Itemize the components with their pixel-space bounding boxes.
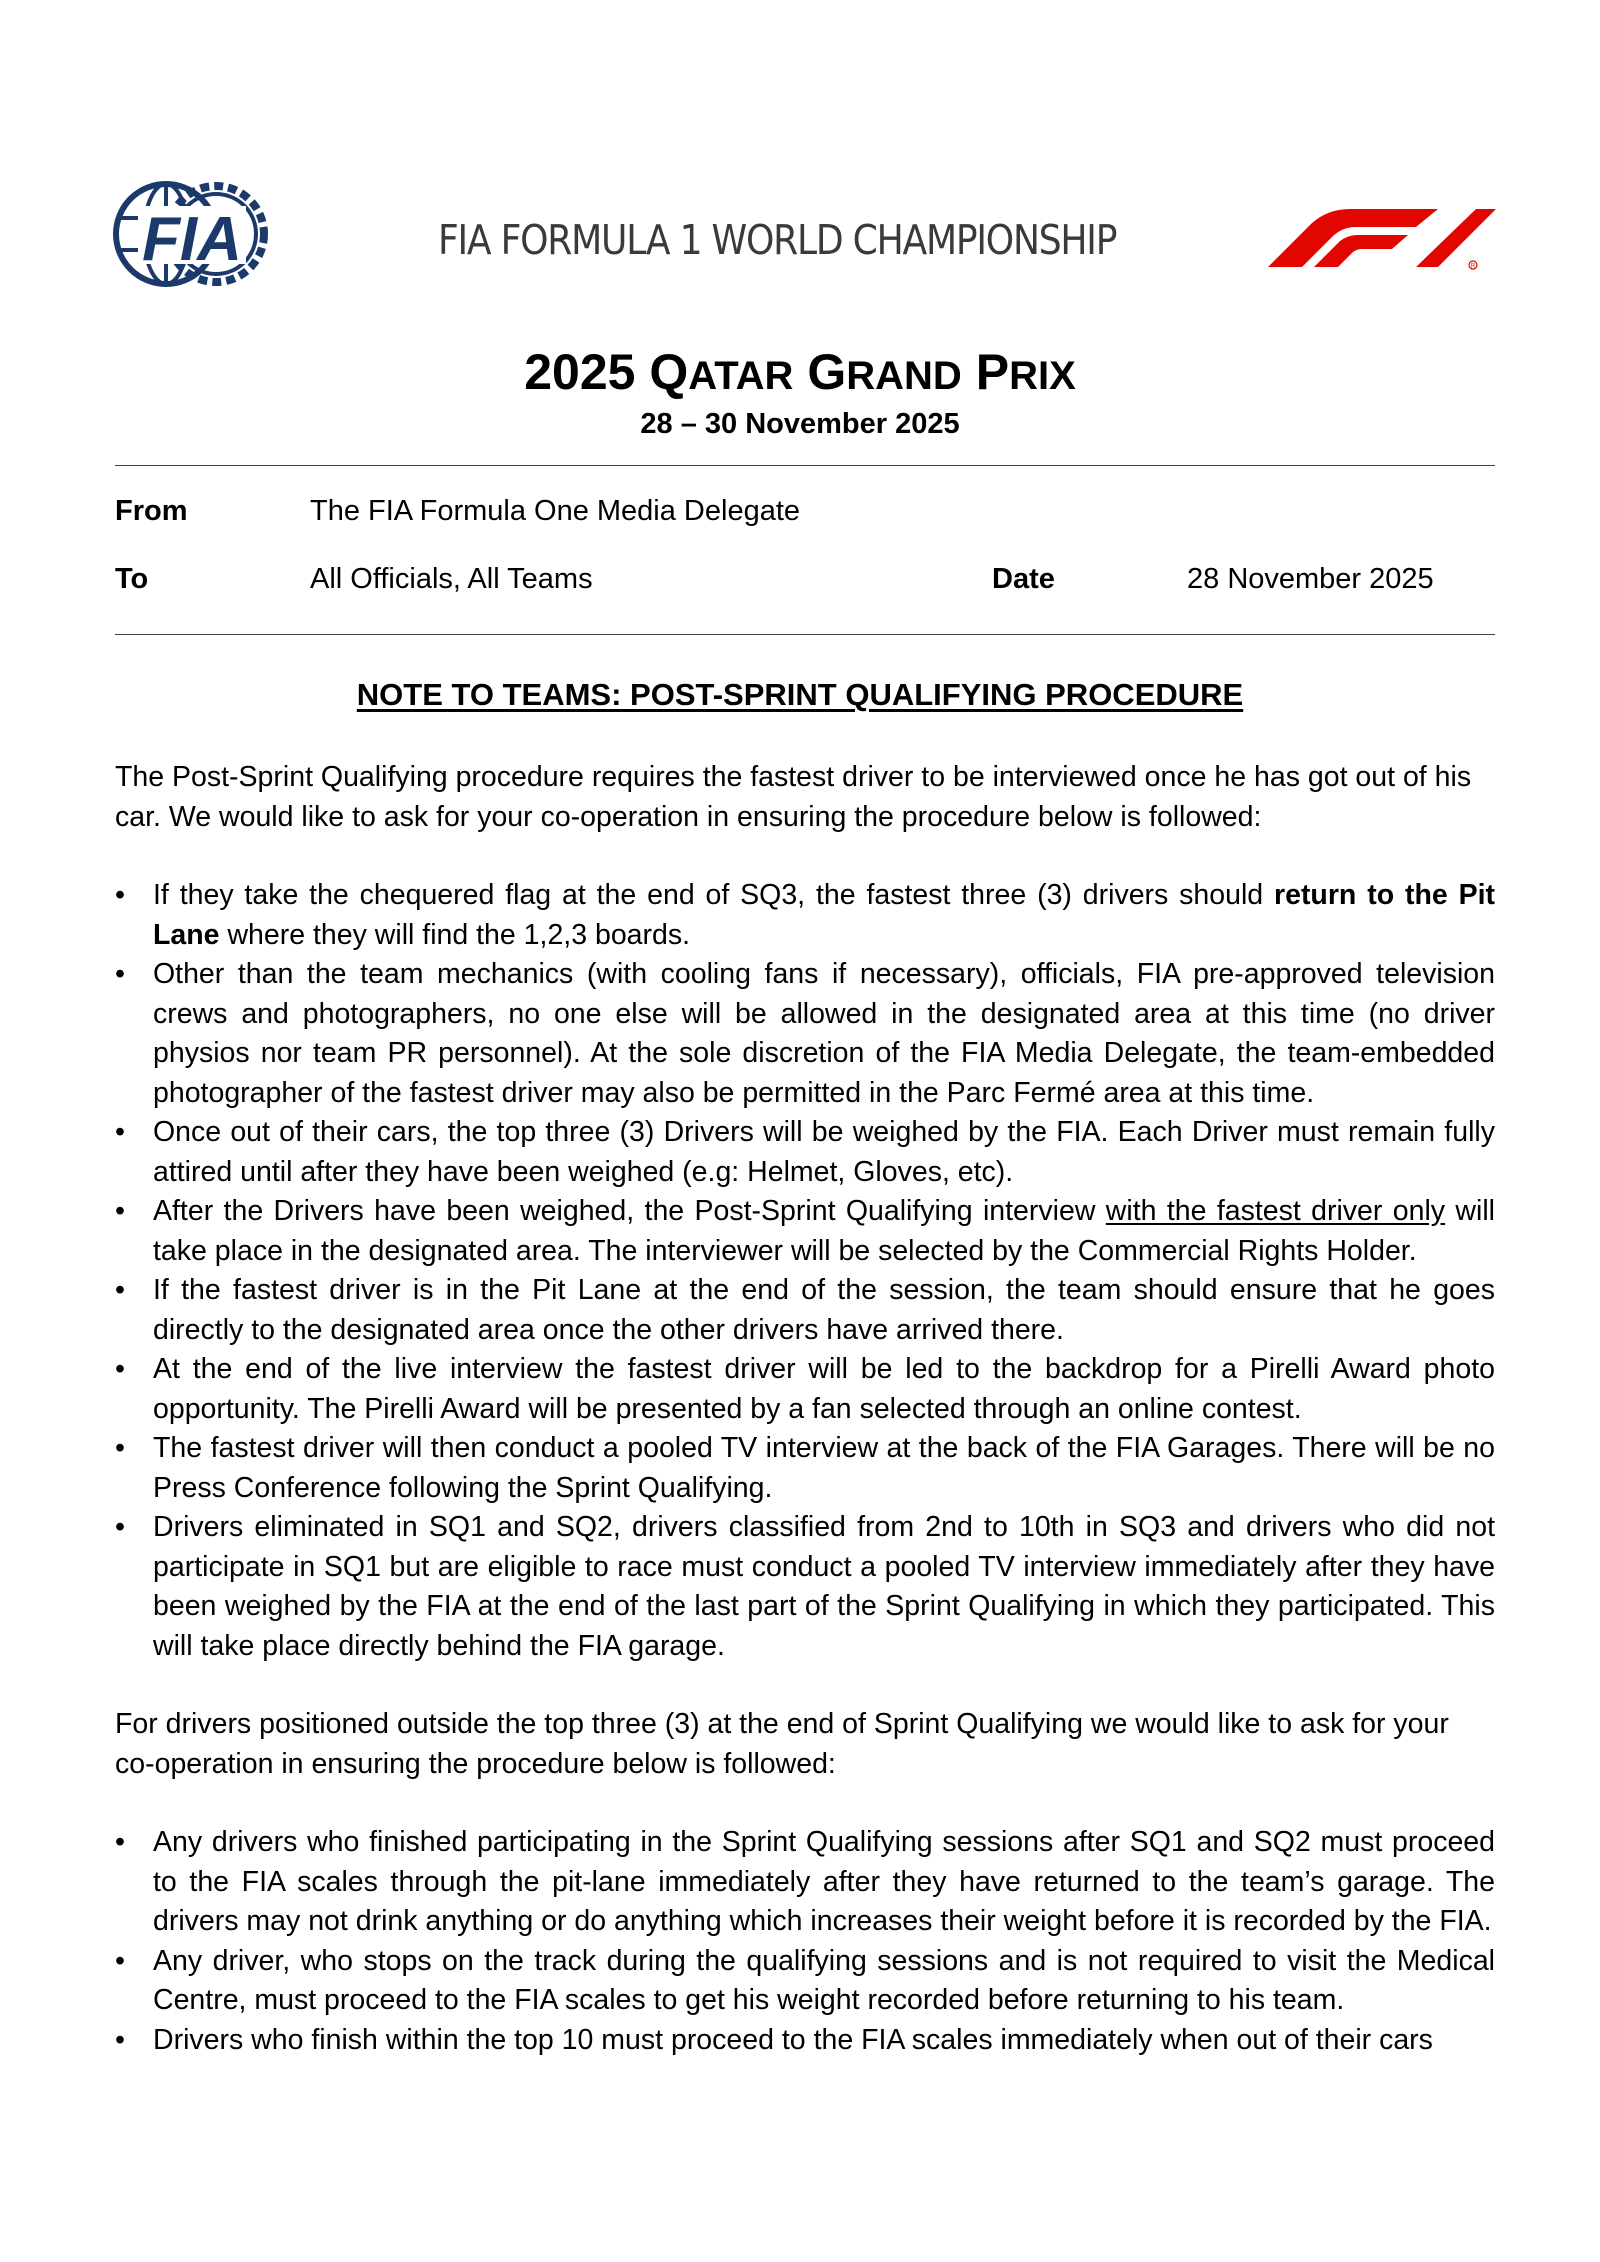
title-year: 2025 bbox=[524, 344, 636, 400]
list-item: • Any drivers who finished participating in the Sprint Qualifying sessions after SQ1 and SQ2 must proceed to the FIA scales through the pit-lane immediately after they have returned to the team’s garage. The drivers may not drink anything or do anything which increases their weight before it is recorded by the FIA. bbox=[115, 1826, 1495, 1937]
to-label: To bbox=[115, 563, 149, 595]
fia-logo bbox=[112, 180, 270, 288]
f1-logo bbox=[1268, 205, 1496, 271]
list-item: • After the Drivers have been weighed, the Post-Sprint Qualifying interview with the fastest driver only will take place in the designated area. The interviewer will be selected by the Commercial Rights Holder. bbox=[115, 1195, 1496, 1267]
grand-prix-title: 2025 QATAR GRAND PRIX bbox=[524, 344, 1076, 400]
list-item: • Drivers who finish within the top 10 must proceed to the FIA scales immediately when out of their cars bbox=[115, 2023, 1433, 2056]
note-body bbox=[115, 758, 1495, 2099]
date-value: 28 November 2025 bbox=[1187, 563, 1434, 595]
date-label: Date bbox=[992, 563, 1055, 595]
fia-logo-text: FIA bbox=[142, 205, 242, 274]
outside-top-three-paragraph: For drivers positioned outside the top three (3) at the end of Sprint Qualifying we would like to ask for your co-operation in ensuring the procedure below is followed: bbox=[115, 1708, 1449, 1780]
list-item: • Once out of their cars, the top three (3) Drivers will be weighed by the FIA. Each Driver must remain fully attired until after they have been weighed (e.g: Helmet, Gloves, etc). bbox=[115, 1116, 1495, 1188]
from-value: The FIA Formula One Media Delegate bbox=[310, 495, 801, 527]
to-value: All Officials, All Teams bbox=[310, 563, 593, 595]
event-dates: 28 – 30 November 2025 bbox=[640, 408, 960, 440]
list-item: • The fastest driver will then conduct a pooled TV interview at the back of the FIA Garages. There will be no Press Conference following the Sprint Qualifying. bbox=[115, 1432, 1495, 1504]
list-item: • If the fastest driver is in the Pit Lane at the end of the session, the team should ensure that he goes directly to the designated area once the other drivers have arrived there. bbox=[115, 1274, 1495, 1346]
list-item: • Drivers eliminated in SQ1 and SQ2, drivers classified from 2nd to 10th in SQ3 and drivers who did not participate in SQ1 but are eligible to race must conduct a pooled TV interview immediately after they have been weighed by the FIA at the end of the last part of the Sprint Qualifying in which they participated. This will take place directly behind the FIA garage. bbox=[115, 1511, 1495, 1662]
list-item: • If they take the chequered flag at the end of SQ3, the fastest three (3) drivers should return to the Pit Lane where they will find the 1,2,3 boards. bbox=[115, 879, 1495, 951]
from-label: From bbox=[115, 495, 188, 527]
list-item: • At the end of the live interview the fastest driver will be led to the backdrop for a Pirelli Award photo opportunity. The Pirelli Award will be presented by a fan selected through an online contest. bbox=[115, 1353, 1495, 1425]
list-item: • Other than the team mechanics (with cooling fans if necessary), officials, FIA pre-approved television crews and photographers, no one else will be allowed in the designated area at this time (no driver physios nor team PR personnel). At the sole discretion of the FIA Media Delegate, the team-embedded photographer of the fastest driver may also be permitted in the Parc Fermé area at this time. bbox=[115, 958, 1495, 1109]
note-heading: NOTE TO TEAMS: POST-SPRINT QUALIFYING PROCEDURE bbox=[356, 677, 1244, 712]
svg-text:R: R bbox=[1470, 263, 1476, 270]
divider bbox=[115, 465, 1495, 466]
intro-paragraph: The Post-Sprint Qualifying procedure requires the fastest driver to be interviewed once he has got out of his car. We would like to ask for your co-operation in ensuring the procedure below is followed: bbox=[115, 761, 1472, 833]
championship-title: FIA FORMULA 1 WORLD CHAMPIONSHIP bbox=[438, 216, 1117, 264]
divider bbox=[115, 634, 1495, 635]
top-three-procedure-list bbox=[115, 876, 1495, 1666]
outside-top-three-procedure-list bbox=[115, 1823, 1495, 2060]
list-item: • Any driver, who stops on the track during the qualifying sessions and is not required to visit the Medical Centre, must proceed to the FIA scales to get his weight recorded before returning to his team. bbox=[115, 1944, 1495, 2016]
